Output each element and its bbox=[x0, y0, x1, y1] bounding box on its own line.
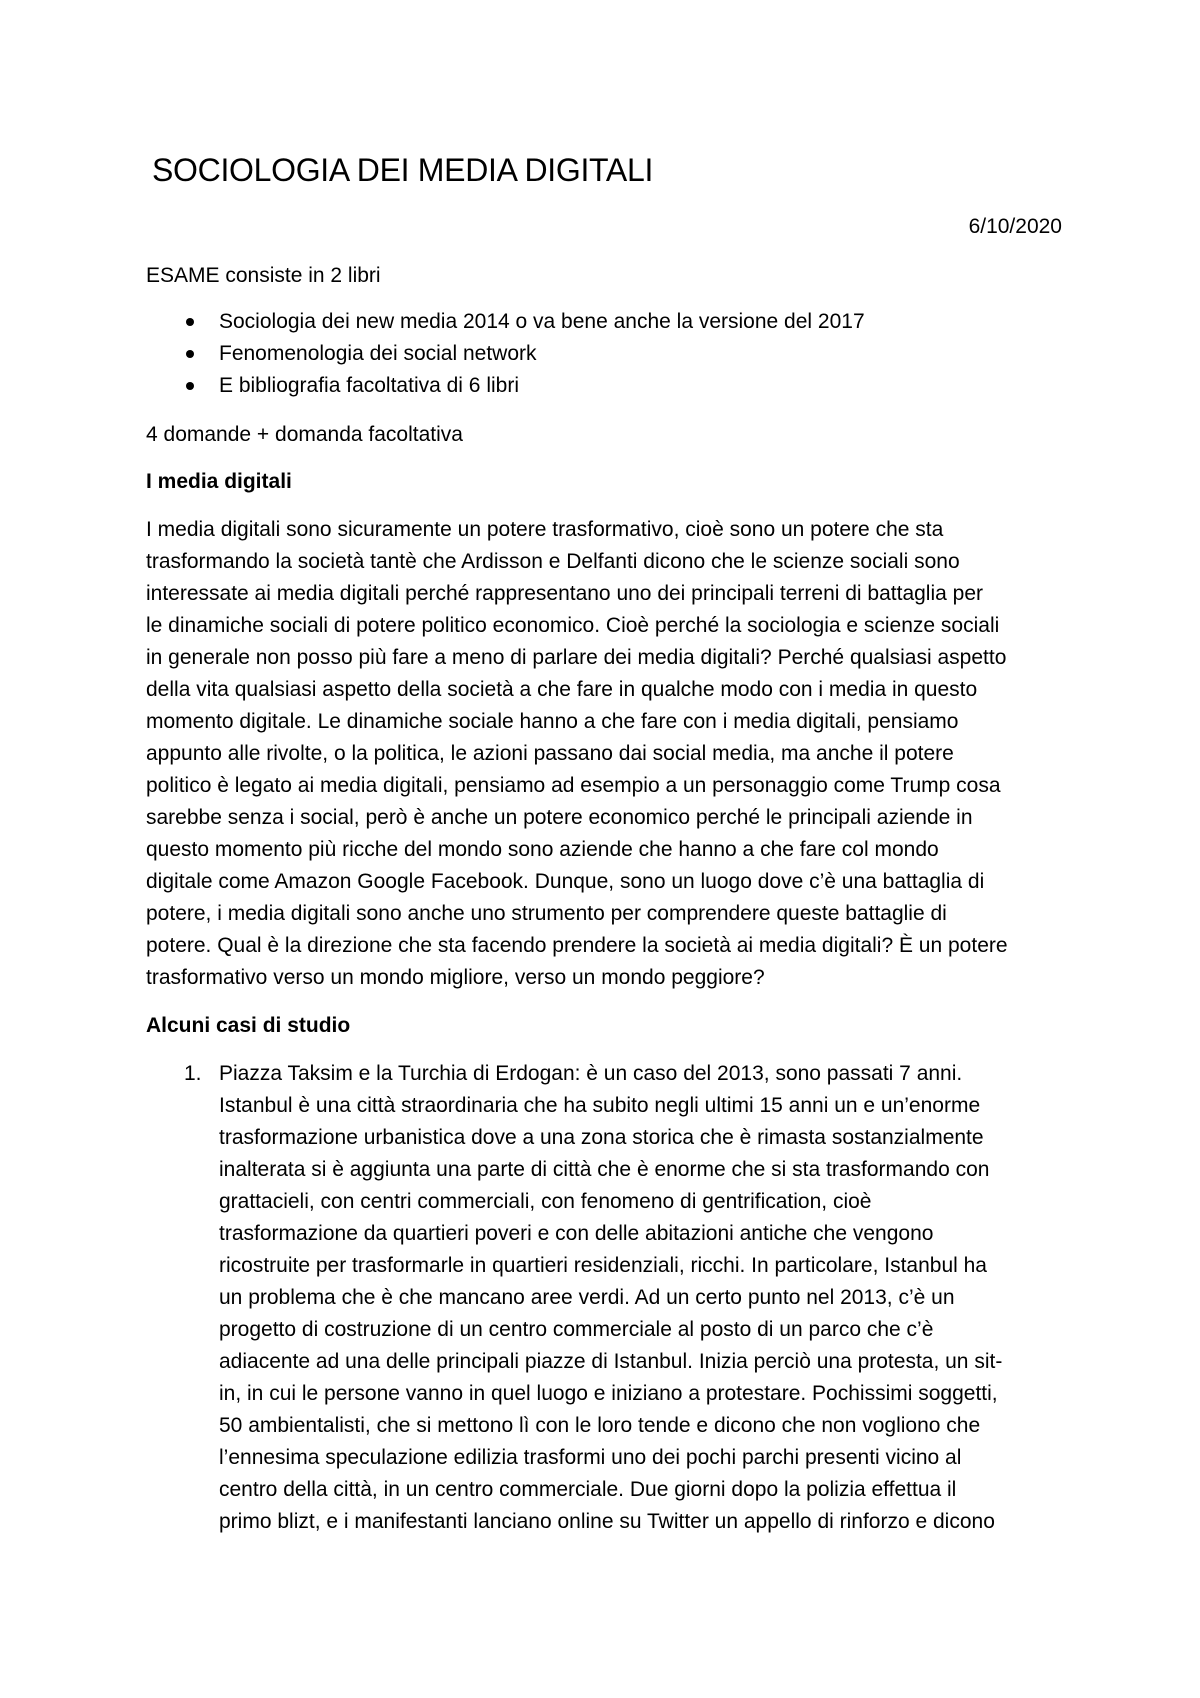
item-line: adiacente ad una delle principali piazze di Istanbul. Inizia perciò una protesta, un sit- bbox=[219, 1350, 1003, 1373]
item-line: ricostruite per trasformarle in quartieri residenziali, ricchi. In particolare, Istanbul ha bbox=[219, 1254, 987, 1277]
item-line: Istanbul è una città straordinaria che ha subito negli ultimi 15 anni un e un’enorme bbox=[219, 1094, 981, 1117]
paragraph-line: potere, i media digitali sono anche uno strumento per comprendere queste battaglie di bbox=[146, 902, 947, 925]
list-item-text: Sociologia dei new media 2014 o va bene anche la versione del 2017 bbox=[219, 310, 865, 333]
item-line: 50 ambientalisti, che si mettono lì con le loro tende e dicono che non vogliono che bbox=[219, 1414, 981, 1437]
paragraph-line: della vita qualsiasi aspetto della società a che fare in qualche modo con i media in questo bbox=[146, 678, 978, 701]
exam-line bbox=[146, 260, 1061, 292]
numbered-item-body bbox=[219, 1058, 1079, 1538]
bullet-icon bbox=[186, 350, 194, 358]
book-list bbox=[146, 306, 1061, 402]
paragraph-line: digitale come Amazon Google Facebook. Dunque, sono un luogo dove c’è una battaglia di bbox=[146, 870, 985, 893]
item-line: inalterata si è aggiunta una parte di città che è enorme che si sta trasformando con bbox=[219, 1158, 990, 1181]
list-item bbox=[146, 370, 1061, 402]
paragraph-line: sarebbe senza i social, però è anche un potere economico perché le principali aziende in bbox=[146, 806, 973, 829]
section-heading bbox=[146, 466, 1061, 498]
paragraph-line: appunto alle rivolte, o la politica, le azioni passano dai social media, ma anche il potere bbox=[146, 742, 954, 765]
paragraph-line: potere. Qual è la direzione che sta facendo prendere la società ai media digitali? È un potere bbox=[146, 934, 1008, 957]
item-line: un problema che è che mancano aree verdi. Ad un certo punto nel 2013, c’è un bbox=[219, 1286, 955, 1309]
paragraph-line: questo momento più ricche del mondo sono aziende che hanno a che fare col mondo bbox=[146, 838, 939, 861]
list-item-text: Fenomenologia dei social network bbox=[219, 342, 537, 365]
item-line: centro della città, in un centro commerciale. Due giorni dopo la polizia effettua il bbox=[219, 1478, 957, 1501]
item-line: primo blizt, e i manifestanti lanciano online su Twitter un appello di rinforzo e dicono bbox=[219, 1510, 995, 1533]
bullet-icon bbox=[186, 382, 194, 390]
paragraph-line: momento digitale. Le dinamiche sociale hanno a che fare con i media digitali, pensiamo bbox=[146, 710, 959, 733]
list-number: 1. bbox=[184, 1062, 202, 1085]
paragraph-line: le dinamiche sociali di potere politico economico. Cioè perché la sociologia e scienze sociali bbox=[146, 614, 1000, 637]
document-date: 6/10/2020 bbox=[968, 215, 1062, 238]
questions-line bbox=[146, 419, 1061, 451]
section-heading bbox=[146, 1010, 1061, 1042]
item-line: trasformazione urbanistica dove a una zona storica che è rimasta sostanzialmente bbox=[219, 1126, 984, 1149]
paragraph-line: interessate ai media digitali perché rappresentano uno dei principali terreni di battaglia per bbox=[146, 582, 984, 605]
paragraph-line: I media digitali sono sicuramente un potere trasformativo, cioè sono un potere che sta bbox=[146, 518, 944, 541]
list-item bbox=[146, 338, 1061, 370]
item-line: in, in cui le persone vanno in quel luogo e iniziano a protestare. Pochissimi soggetti, bbox=[219, 1382, 998, 1405]
paragraph-line: trasformativo verso un mondo migliore, verso un mondo peggiore? bbox=[146, 966, 765, 989]
bullet-icon bbox=[186, 318, 194, 326]
paragraph-line: in generale non posso più fare a meno di parlare dei media digitali? Perché qualsiasi aspetto bbox=[146, 646, 1007, 669]
item-line: Piazza Taksim e la Turchia di Erdogan: è un caso del 2013, sono passati 7 anni. bbox=[219, 1062, 963, 1085]
paragraph-line: politico è legato ai media digitali, pensiamo ad esempio a un personaggio come Trump cosa bbox=[146, 774, 1001, 797]
list-item-text: E bibliografia facoltativa di 6 libri bbox=[219, 374, 519, 397]
item-line: progetto di costruzione di un centro commerciale al posto di un parco che c’è bbox=[219, 1318, 934, 1341]
paragraph-line: trasformando la società tantè che Ardisson e Delfanti dicono che le scienze sociali sono bbox=[146, 550, 960, 573]
questions-line-text: 4 domande + domanda facoltativa bbox=[146, 423, 463, 446]
section-heading-text: Alcuni casi di studio bbox=[146, 1014, 351, 1037]
document-title: SOCIOLOGIA DEI MEDIA DIGITALI bbox=[152, 152, 654, 188]
item-line: l’ennesima speculazione edilizia trasformi uno dei pochi parchi presenti vicino al bbox=[219, 1446, 962, 1469]
item-line: trasformazione da quartieri poveri e con delle abitazioni antiche che vengono bbox=[219, 1222, 934, 1245]
exam-line-text: ESAME consiste in 2 libri bbox=[146, 264, 381, 287]
section-heading-text: I media digitali bbox=[146, 470, 292, 493]
list-item bbox=[146, 306, 1061, 338]
body-paragraph bbox=[146, 514, 1061, 994]
item-line: grattacieli, con centri commerciali, con fenomeno di gentrification, cioè bbox=[219, 1190, 872, 1213]
